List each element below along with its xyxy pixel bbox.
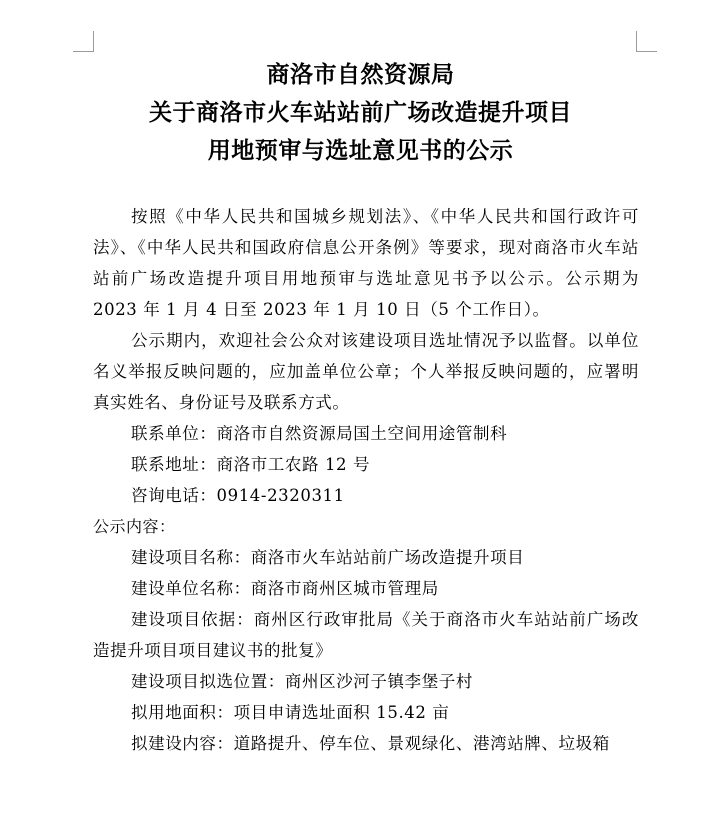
project-basis: 建设项目依据：商州区行政审批局《关于商洛市火车站站前广场改造提升项目项目建议书的批复》 [93,610,639,660]
page-corner-mark-top-right [636,31,657,52]
builder-name: 建设单位名称：商洛市商州区城市管理局 [131,579,439,598]
contact-unit: 联系单位：商洛市自然资源局国土空间用途管制科 [131,424,508,443]
title-line-2: 关于商洛市火车站站前广场改造提升项目 [149,99,572,126]
title-line-3: 用地预审与选址意见书的公示 [207,137,514,164]
intro-paragraph: 按照《中华人民共和国城乡规划法》、《中华人民共和国行政许可法》、《中华人民共和国政府信息公开条例》等要求，现对商洛市火车站站前广场改造提升项目用地预审与选址意见书予以公示。公示期为 2023 年 1 月 4 日至 2023 年 1 月 10 日（5 个工作日）。 [93,207,639,319]
content-heading: 公示内容： [93,517,176,536]
document-title [0,56,721,170]
contact-phone: 咨询电话：0914-2320311 [131,486,345,505]
construction-contents: 拟建设内容：道路提升、停车位、景观绿化、港湾站牌、垃圾箱 [131,734,610,753]
title-line-1: 商洛市自然资源局 [266,61,455,88]
supervision-paragraph: 公示期内，欢迎社会公众对该建设项目选址情况予以监督。以单位名义举报反映问题的，应加盖单位公章；个人举报反映问题的，应署明真实姓名、身份证号及联系方式。 [93,331,639,412]
page-corner-mark-top-left [73,31,94,52]
document-body [93,201,639,759]
project-name: 建设项目名称：商洛市火车站站前广场改造提升项目 [131,548,525,567]
contact-address: 联系地址：商洛市工农路 12 号 [131,455,371,474]
land-area: 拟用地面积：项目申请选址面积 15.42 亩 [131,703,450,722]
project-location: 建设项目拟选位置：商州区沙河子镇李堡子村 [131,672,473,691]
